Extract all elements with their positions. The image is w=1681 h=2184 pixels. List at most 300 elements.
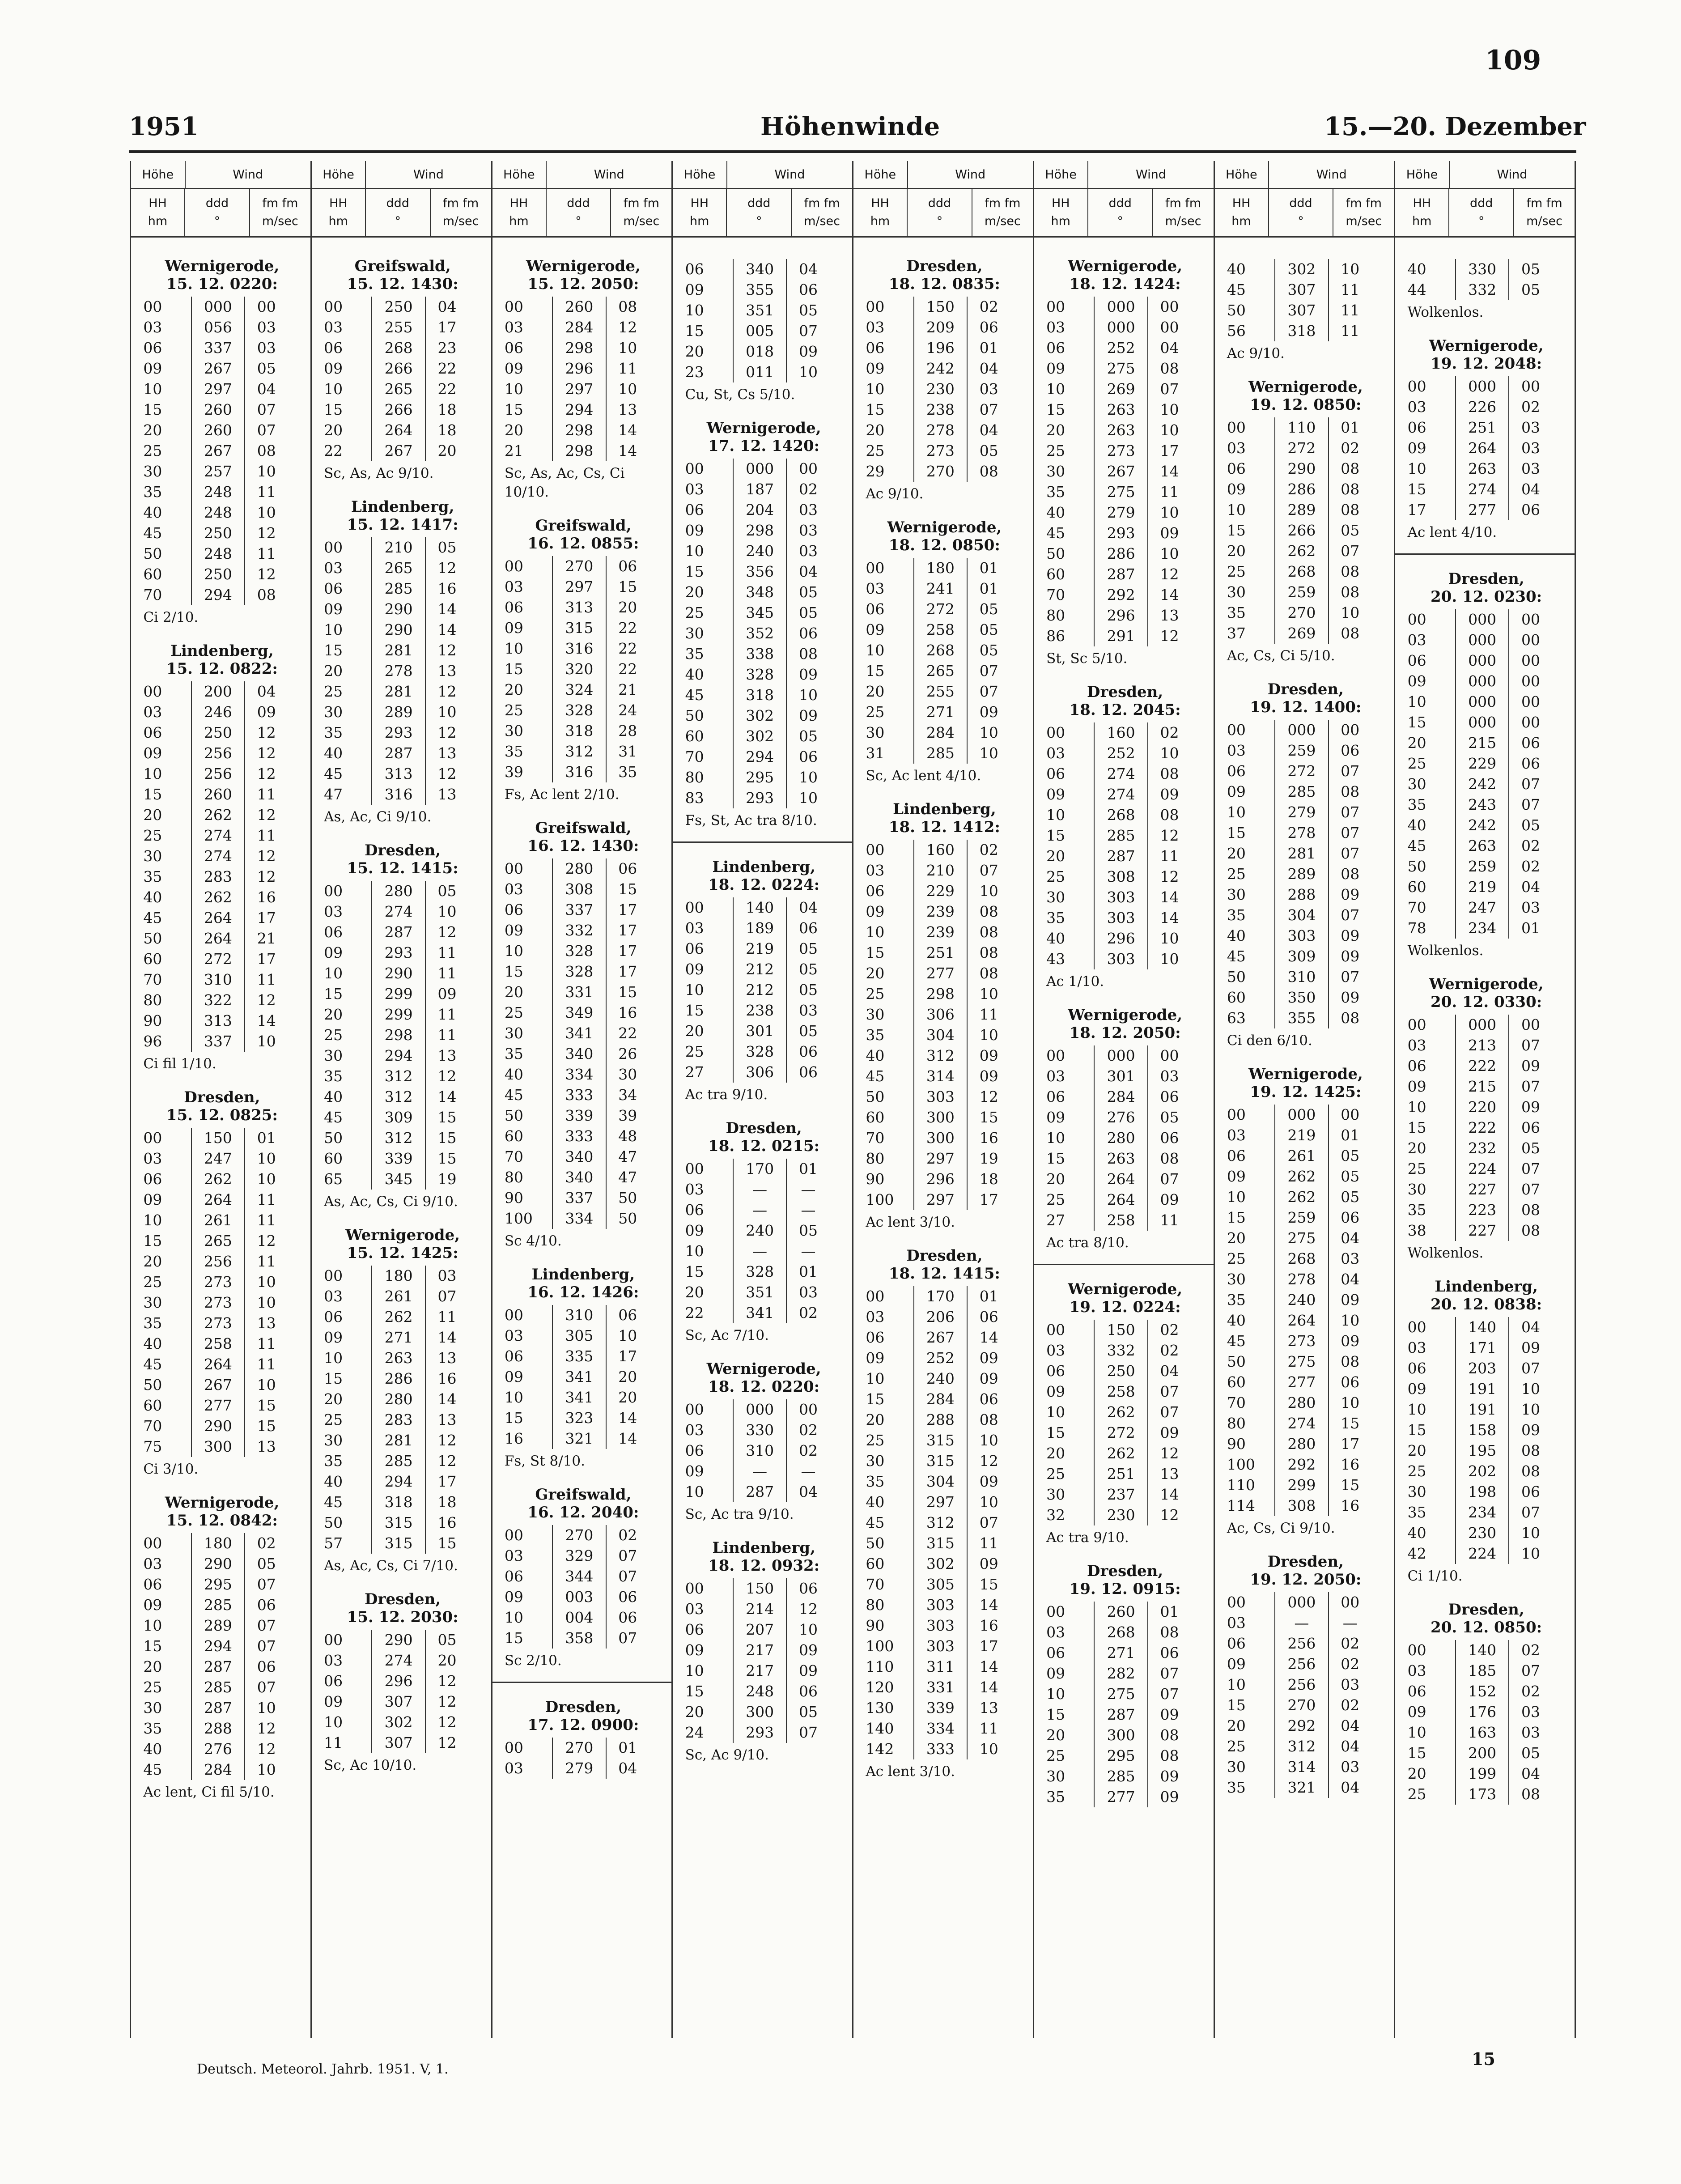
height-value: 40 xyxy=(143,1335,162,1352)
speed-value: 07 xyxy=(798,322,818,340)
direction-value: 272 xyxy=(1094,1423,1148,1443)
table-row xyxy=(321,1691,485,1712)
height-value: 35 xyxy=(324,1067,343,1085)
footer-citation: Deutsch. Meteorol. Jahrb. 1951. V, 1. xyxy=(197,2061,449,2077)
direction-value: 337 xyxy=(552,1188,606,1208)
speed-value: 00 xyxy=(1521,631,1540,649)
table-row xyxy=(321,743,485,764)
height-value: 00 xyxy=(1046,298,1065,315)
speed-value: 00 xyxy=(1341,1593,1360,1611)
table-row xyxy=(501,1346,666,1367)
direction-value: 267 xyxy=(371,441,425,461)
speed-value: 05 xyxy=(798,727,818,745)
direction-value: — xyxy=(733,1179,787,1200)
header-row xyxy=(131,189,310,236)
speed-value: 05 xyxy=(798,1022,818,1040)
height-value: 25 xyxy=(1046,1191,1065,1208)
speed-value: 12 xyxy=(1160,1445,1179,1462)
direction-value: 267 xyxy=(191,1375,245,1395)
direction-value: 287 xyxy=(191,1657,245,1677)
block-separator xyxy=(1034,1264,1214,1265)
height-value: 30 xyxy=(866,1452,885,1470)
direction-value: 286 xyxy=(371,1368,425,1389)
height-value: 80 xyxy=(685,769,704,786)
height-value: 20 xyxy=(1046,847,1065,865)
height-value: 45 xyxy=(143,524,162,542)
speed-value: 15 xyxy=(979,1576,998,1593)
speed-value: 06 xyxy=(798,1683,818,1700)
height-value: 03 xyxy=(866,1308,885,1326)
table-row xyxy=(140,1533,304,1554)
direction-value: 270 xyxy=(1274,1695,1329,1716)
speed-value: 03 xyxy=(1341,1250,1360,1267)
direction-value: 276 xyxy=(1094,1107,1148,1128)
header-deg: ° xyxy=(395,214,401,228)
header-deg: ° xyxy=(756,214,762,228)
speed-value: 05 xyxy=(1521,281,1540,298)
height-value: 60 xyxy=(866,1555,885,1572)
height-value: 30 xyxy=(866,1006,885,1023)
station-heading xyxy=(321,1226,485,1262)
table-row xyxy=(1404,259,1568,280)
height-value: 09 xyxy=(866,360,885,377)
height-value: 00 xyxy=(143,1129,162,1147)
direction-value: 269 xyxy=(1274,623,1329,644)
sounding-rows xyxy=(1224,1105,1388,1516)
speed-value: 13 xyxy=(437,786,457,803)
direction-value: 150 xyxy=(191,1128,245,1148)
height-value: 43 xyxy=(1046,950,1065,968)
height-value: 70 xyxy=(866,1129,885,1147)
sounding-rows xyxy=(862,1286,1027,1759)
station-heading xyxy=(321,498,485,534)
direction-value: 202 xyxy=(1455,1461,1509,1482)
column-body xyxy=(1215,238,1394,1798)
height-value: 35 xyxy=(143,1314,162,1332)
table-row xyxy=(1404,1220,1568,1241)
direction-value: 278 xyxy=(371,661,425,681)
table-row xyxy=(682,362,846,382)
cloud-note: Sc, Ac 10/10. xyxy=(324,1757,417,1773)
table-row xyxy=(1404,815,1568,836)
height-value: 06 xyxy=(504,1568,523,1585)
table-row xyxy=(140,317,304,338)
direction-value: 315 xyxy=(552,618,606,638)
height-value: 90 xyxy=(866,1617,885,1634)
table-row xyxy=(862,1492,1027,1513)
speed-value: 03 xyxy=(1521,899,1540,916)
station-name: Wernigerode, xyxy=(706,419,821,437)
table-row xyxy=(140,1272,304,1292)
header-hoehe: Höhe xyxy=(492,161,547,188)
height-value: 35 xyxy=(1046,909,1065,926)
speed-value: 14 xyxy=(979,1329,998,1346)
direction-value: 274 xyxy=(191,846,245,867)
speed-value: 08 xyxy=(618,298,637,315)
direction-value: 227 xyxy=(1455,1179,1509,1200)
height-value: 09 xyxy=(143,1191,162,1208)
table-row xyxy=(1224,1008,1388,1028)
speed-value: 11 xyxy=(257,1191,276,1208)
speed-value: 02 xyxy=(1341,439,1360,457)
height-value: 90 xyxy=(143,1012,162,1029)
speed-value: 06 xyxy=(1521,1119,1540,1136)
height-value: 22 xyxy=(324,442,343,459)
header-ddd-cell xyxy=(185,189,250,236)
speed-value: 05 xyxy=(979,600,998,618)
speed-value: 13 xyxy=(437,662,457,680)
table-row xyxy=(862,860,1027,881)
table-row xyxy=(321,881,485,901)
direction-value: 263 xyxy=(371,1348,425,1368)
speed-value: 08 xyxy=(1521,1785,1540,1803)
speed-value: 09 xyxy=(1341,1291,1360,1309)
direction-value: 344 xyxy=(552,1566,606,1587)
height-value: 40 xyxy=(504,1066,523,1083)
table-row xyxy=(1404,1461,1568,1482)
height-value: 06 xyxy=(685,1201,704,1219)
table-row xyxy=(140,358,304,379)
direction-value: 350 xyxy=(1274,987,1329,1008)
header-hoehe: Höhe xyxy=(1034,161,1089,188)
height-value: 03 xyxy=(866,862,885,879)
table-row xyxy=(501,1167,666,1188)
table-row xyxy=(321,1733,485,1753)
table-row xyxy=(1404,1640,1568,1661)
height-value: 03 xyxy=(324,903,343,920)
header-hoehe: Höhe xyxy=(1215,161,1269,188)
height-value: 00 xyxy=(1227,419,1246,436)
direction-value: 288 xyxy=(913,1410,968,1430)
table-row xyxy=(1404,376,1568,397)
speed-value: 08 xyxy=(979,1411,998,1428)
direction-value: 243 xyxy=(1455,795,1509,815)
speed-value: 05 xyxy=(979,621,998,638)
header-msec: m/sec xyxy=(1526,214,1563,228)
table-column xyxy=(1034,161,1215,2038)
table-row xyxy=(1224,1434,1388,1454)
direction-value: 297 xyxy=(191,379,245,399)
station-heading xyxy=(140,1494,304,1530)
station-name: Dresden, xyxy=(1267,1553,1344,1571)
speed-value: 05 xyxy=(1341,1168,1360,1185)
height-value: 50 xyxy=(1407,858,1426,875)
station-heading xyxy=(1043,1562,1207,1598)
speed-value: 09 xyxy=(1521,1421,1540,1439)
direction-value: 264 xyxy=(191,928,245,949)
direction-value: 273 xyxy=(191,1313,245,1334)
direction-value: 328 xyxy=(552,941,606,961)
table-row xyxy=(321,379,485,399)
height-value: 09 xyxy=(143,360,162,377)
height-value: 15 xyxy=(143,1637,162,1655)
direction-value: 160 xyxy=(1094,722,1148,743)
direction-value: 298 xyxy=(733,520,787,541)
speed-value: 12 xyxy=(437,1672,457,1690)
table-row xyxy=(682,1200,846,1220)
direction-value: 150 xyxy=(1094,1320,1148,1340)
height-value: 10 xyxy=(1407,693,1426,710)
direction-value: 256 xyxy=(191,764,245,784)
direction-value: 230 xyxy=(1094,1505,1148,1525)
speed-value: 47 xyxy=(618,1148,637,1165)
height-value: 03 xyxy=(504,1327,523,1344)
header-ddd-cell xyxy=(1269,189,1334,236)
speed-value: 14 xyxy=(979,1678,998,1696)
speed-value: 07 xyxy=(979,401,998,418)
table-row xyxy=(501,556,666,577)
height-value: 15 xyxy=(504,963,523,980)
speed-value: 35 xyxy=(618,763,637,781)
height-value: 40 xyxy=(1407,816,1426,834)
height-value: 20 xyxy=(1407,1139,1426,1157)
table-row xyxy=(140,1031,304,1052)
header-hh: HH xyxy=(1051,196,1070,210)
speed-value: 20 xyxy=(618,599,637,616)
table-row xyxy=(1043,379,1207,399)
table-row xyxy=(1043,1746,1207,1766)
table-row xyxy=(1404,897,1568,918)
direction-value: 296 xyxy=(552,358,606,379)
table-row xyxy=(1224,1269,1388,1290)
table-row xyxy=(1224,740,1388,761)
height-value: 10 xyxy=(866,923,885,941)
speed-value: 07 xyxy=(1521,1181,1540,1198)
table-row xyxy=(140,990,304,1011)
table-row xyxy=(1404,500,1568,520)
speed-value: 19 xyxy=(979,1150,998,1167)
table-row xyxy=(1404,417,1568,438)
direction-value: 250 xyxy=(1094,1361,1148,1381)
height-value: 30 xyxy=(1227,583,1246,601)
speed-value: 18 xyxy=(979,1170,998,1188)
table-row xyxy=(1043,1210,1207,1231)
table-row xyxy=(682,582,846,603)
direction-value: 272 xyxy=(1274,761,1329,782)
direction-value: 260 xyxy=(552,297,606,317)
height-value: 00 xyxy=(1407,1016,1426,1033)
height-value: 06 xyxy=(143,339,162,357)
height-value: 06 xyxy=(866,1329,885,1346)
direction-value: 304 xyxy=(913,1471,968,1492)
table-row xyxy=(682,1661,846,1681)
table-row xyxy=(501,858,666,879)
speed-value: 02 xyxy=(798,480,818,498)
height-value: 20 xyxy=(866,1411,885,1428)
direction-value: 290 xyxy=(371,620,425,640)
height-value: 25 xyxy=(324,683,343,700)
height-value: 06 xyxy=(685,1442,704,1459)
table-row xyxy=(1404,877,1568,897)
direction-value: 255 xyxy=(913,681,968,702)
height-value: 06 xyxy=(866,600,885,618)
station-heading xyxy=(1043,257,1207,293)
height-value: 30 xyxy=(1227,1270,1246,1288)
speed-value: 05 xyxy=(437,882,457,900)
cloud-note: Wolkenlos. xyxy=(1407,304,1484,320)
header-row xyxy=(1034,161,1214,189)
height-value: 80 xyxy=(143,991,162,1009)
table-row xyxy=(1404,1502,1568,1523)
direction-value: 300 xyxy=(913,1128,968,1148)
speed-value: 12 xyxy=(257,744,276,762)
speed-value: 15 xyxy=(1341,1415,1360,1432)
speed-value: 07 xyxy=(1160,1403,1179,1421)
speed-value: 03 xyxy=(798,1283,818,1301)
table-row xyxy=(682,1399,846,1420)
direction-value: 195 xyxy=(1455,1440,1509,1461)
direction-value: 292 xyxy=(1274,1716,1329,1736)
height-value: 15 xyxy=(685,1683,704,1700)
station-name: Wernigerode, xyxy=(165,1494,280,1512)
table-row xyxy=(1043,1381,1207,1402)
table-row xyxy=(140,928,304,949)
direction-value: 318 xyxy=(733,685,787,705)
speed-value: 01 xyxy=(1341,419,1360,436)
header-wind: Wind xyxy=(413,167,444,182)
height-value: 40 xyxy=(324,1473,343,1490)
height-value: 06 xyxy=(143,1170,162,1188)
header-msec: m/sec xyxy=(984,214,1021,228)
table-row xyxy=(501,1387,666,1408)
cloud-note: Ac lent 3/10. xyxy=(866,1214,955,1230)
height-value: 06 xyxy=(1407,652,1426,669)
table-row xyxy=(1404,397,1568,417)
speed-value: 07 xyxy=(1160,1665,1179,1682)
speed-value: 02 xyxy=(1521,1641,1540,1659)
header-row xyxy=(853,161,1033,189)
table-row xyxy=(321,1107,485,1128)
table-row xyxy=(321,399,485,420)
height-value: 25 xyxy=(1046,442,1065,459)
direction-value: 275 xyxy=(1094,1684,1148,1704)
direction-value: 263 xyxy=(1455,836,1509,856)
direction-value: 293 xyxy=(371,722,425,743)
table-row xyxy=(862,1025,1027,1045)
height-value: 03 xyxy=(504,880,523,898)
speed-value: 01 xyxy=(798,1263,818,1280)
sounding-rows xyxy=(1224,720,1388,1028)
table-row xyxy=(1224,300,1388,321)
sounding-rows xyxy=(321,1266,485,1554)
header-hm: hm xyxy=(690,214,709,228)
table-row xyxy=(501,1758,666,1779)
direction-value: 313 xyxy=(371,764,425,784)
direction-value: 269 xyxy=(1094,379,1148,399)
table-row xyxy=(862,1513,1027,1533)
height-value: 50 xyxy=(143,1376,162,1394)
table-row xyxy=(321,1630,485,1650)
height-value: 10 xyxy=(1046,380,1065,398)
table-row xyxy=(1043,420,1207,441)
direction-value: 297 xyxy=(913,1492,968,1513)
table-row xyxy=(682,1159,846,1179)
height-value: 15 xyxy=(143,786,162,803)
speed-value: 11 xyxy=(257,1335,276,1352)
direction-value: 252 xyxy=(1094,743,1148,764)
height-value: 10 xyxy=(143,1211,162,1229)
speed-value: 11 xyxy=(257,1253,276,1270)
height-value: 00 xyxy=(504,860,523,877)
table-row xyxy=(1404,795,1568,815)
table-row xyxy=(140,1574,304,1595)
speed-value: 10 xyxy=(1521,1401,1540,1418)
speed-value: 12 xyxy=(257,1232,276,1249)
speed-value: 20 xyxy=(437,442,457,459)
header-fmfm: fm fm xyxy=(442,196,479,210)
direction-value: 268 xyxy=(1274,1249,1329,1269)
height-value: 114 xyxy=(1227,1497,1255,1514)
height-value: 06 xyxy=(504,901,523,918)
height-value: 35 xyxy=(324,724,343,741)
height-value: 10 xyxy=(324,621,343,638)
header-ddd-cell xyxy=(366,189,431,236)
table-row xyxy=(140,1718,304,1739)
direction-value: 312 xyxy=(371,1066,425,1087)
table-row xyxy=(682,541,846,561)
table-row xyxy=(1404,918,1568,939)
table-row xyxy=(501,961,666,982)
table-row xyxy=(1043,338,1207,358)
height-value: 10 xyxy=(143,380,162,398)
table-row xyxy=(682,603,846,623)
speed-value: 11 xyxy=(437,965,457,982)
table-row xyxy=(321,764,485,784)
sounding-rows xyxy=(682,459,846,808)
direction-value: 229 xyxy=(913,881,968,901)
table-row xyxy=(1404,692,1568,712)
table-row xyxy=(1043,1684,1207,1704)
height-value: 06 xyxy=(1046,1088,1065,1105)
header-deg: ° xyxy=(214,214,221,228)
sounding-rows xyxy=(321,297,485,461)
direction-value: 270 xyxy=(552,556,606,577)
speed-value: 03 xyxy=(1521,460,1540,477)
speed-value: 07 xyxy=(1521,1360,1540,1377)
height-value: 15 xyxy=(1407,714,1426,731)
height-value: 15 xyxy=(1407,1421,1426,1439)
height-value: 65 xyxy=(324,1170,343,1188)
height-value: 80 xyxy=(1046,607,1065,624)
header-row xyxy=(673,161,852,189)
direction-value: 264 xyxy=(371,420,425,441)
height-value: 00 xyxy=(1227,721,1246,739)
table-row xyxy=(1224,1454,1388,1475)
sounding-rows xyxy=(501,1525,666,1649)
height-value: 00 xyxy=(324,1267,343,1284)
table-row xyxy=(1404,459,1568,479)
direction-value: 298 xyxy=(552,338,606,358)
table-column xyxy=(1395,161,1576,2038)
table-row xyxy=(682,685,846,705)
observation-time: 18. 12. 2045: xyxy=(1069,701,1181,719)
direction-value: 331 xyxy=(552,982,606,1003)
sounding-rows xyxy=(321,881,485,1190)
speed-value: 09 xyxy=(798,343,818,360)
height-value: 03 xyxy=(685,1421,704,1439)
sounding-rows xyxy=(1404,259,1568,300)
table-row xyxy=(1224,802,1388,823)
table-row xyxy=(321,984,485,1004)
column-body xyxy=(312,238,491,1775)
direction-value: 298 xyxy=(552,441,606,461)
header-rule xyxy=(129,150,1576,153)
speed-value: 14 xyxy=(437,1390,457,1408)
speed-value: 09 xyxy=(1341,1332,1360,1350)
height-value: 15 xyxy=(504,401,523,418)
header-wind: Wind xyxy=(233,167,263,182)
direction-value: 290 xyxy=(1274,459,1329,479)
